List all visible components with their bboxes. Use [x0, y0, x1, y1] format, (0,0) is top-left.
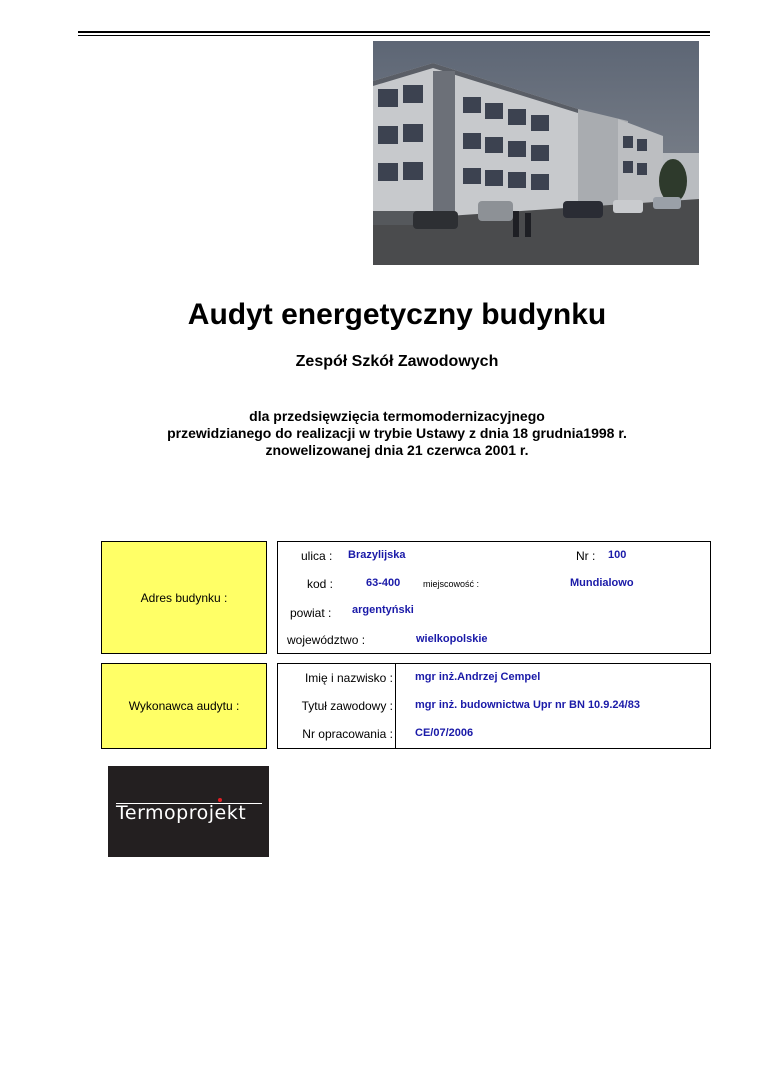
auditor-section-label	[101, 663, 267, 749]
name-value: mgr inż.Andrzej Cempel	[415, 671, 541, 683]
document-title: Audyt energetyczny budynku	[187, 298, 607, 331]
auditor-label-text: Wykonawca audytu :	[128, 699, 240, 713]
description-line: dla przedsięwzięcia termomodernizacyjnego	[249, 408, 545, 424]
name-label: Imię i nazwisko :	[304, 671, 393, 685]
description-line: przewidzianego do realizacji w trybie Ustawy z dnia 18 grudnia1998 r.	[167, 425, 627, 441]
postal-value: 63-400	[366, 577, 401, 589]
street-value: Brazylijska	[348, 549, 406, 561]
building-photo	[373, 41, 699, 265]
description-line: znowelizowanej dnia 21 czerwca 2001 r.	[265, 442, 529, 458]
title-value: mgr inż. budownictwa Upr nr BN 10.9.24/83	[415, 699, 640, 711]
address-section-label	[101, 541, 267, 654]
header-rule	[78, 31, 710, 33]
auditor-divider	[395, 664, 396, 748]
ref-label: Nr opracowania :	[302, 727, 393, 741]
street-label: ulica :	[301, 549, 333, 563]
header-rule-thin	[78, 35, 710, 36]
title-label: Tytuł zawodowy :	[301, 699, 393, 713]
province-label: województwo :	[287, 633, 366, 647]
document-description	[0, 408, 760, 459]
city-value: Mundialowo	[570, 577, 634, 589]
city-label: miejscowość :	[423, 579, 480, 589]
address-label-text: Adres budynku :	[140, 590, 228, 605]
company-logo	[108, 766, 269, 857]
number-value: 100	[608, 549, 627, 561]
number-label: Nr :	[576, 549, 596, 563]
county-value: argentyński	[352, 604, 414, 616]
province-value: wielkopolskie	[416, 633, 488, 645]
logo-text: Termoprojekt	[116, 802, 247, 824]
county-label: powiat :	[290, 606, 332, 620]
document-subtitle: Zespół Szkół Zawodowych	[295, 353, 499, 370]
ref-value: CE/07/2006	[415, 727, 474, 739]
postal-label: kod :	[307, 577, 334, 591]
